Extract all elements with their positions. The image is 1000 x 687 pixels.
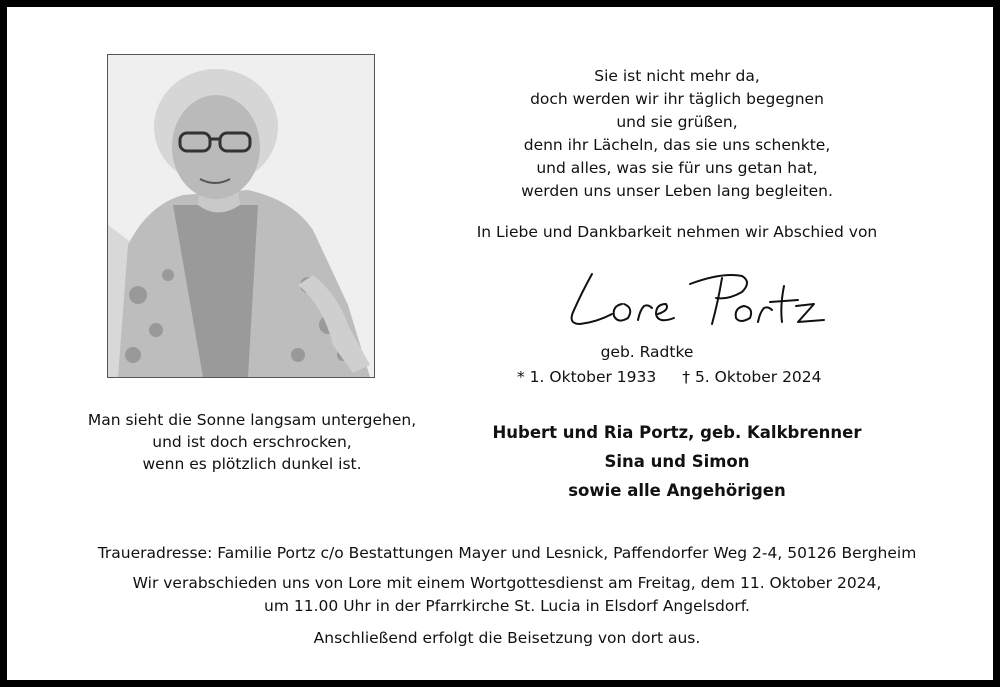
service-details — [47, 542, 967, 650]
death-date: † 5. Oktober 2024 — [682, 368, 822, 386]
family-line: Hubert und Ria Portz, geb. Kalkbrenner — [492, 423, 862, 442]
burial-note: Anschließend erfolgt die Beisetzung von dort aus. — [313, 629, 701, 647]
memorial-poem — [467, 65, 887, 203]
family-line: sowie alle Angehörigen — [568, 481, 786, 500]
poem-line: werden uns unser Leben lang begleiten. — [521, 182, 833, 200]
quote-line: und ist doch erschrocken, — [152, 433, 352, 451]
birth-date: * 1. Oktober 1933 — [517, 368, 657, 386]
sunset-quote — [67, 409, 437, 475]
quote-line: Man sieht die Sonne langsam untergehen, — [87, 411, 417, 429]
poem-line: Sie ist nicht mehr da, — [594, 67, 760, 85]
poem-line: und sie grüßen, — [616, 113, 738, 131]
farewell-intro: In Liebe und Dankbarkeit nehmen wir Abschied von — [476, 223, 878, 241]
poem-line: denn ihr Lächeln, das sie uns schenkte, — [523, 136, 831, 154]
mourning-family — [457, 418, 897, 505]
portrait-photo — [107, 54, 375, 378]
mourning-address: Traueradresse: Familie Portz c/o Bestattungen Mayer und Lesnick, Paffendorfer Weg 2-4, 50126 Bergheim — [97, 544, 917, 562]
life-dates — [517, 368, 837, 386]
service-line: um 11.00 Uhr in der Pfarrkirche St. Lucia in Elsdorf Angelsdorf. — [264, 597, 750, 615]
quote-line: wenn es plötzlich dunkel ist. — [142, 455, 362, 473]
poem-line: doch werden wir ihr täglich begegnen — [530, 90, 824, 108]
family-line: Sina und Simon — [604, 452, 750, 471]
poem-line: und alles, was sie für uns getan hat, — [536, 159, 818, 177]
handwritten-name-signature — [552, 262, 842, 337]
service-line: Wir verabschieden uns von Lore mit einem Wortgottesdienst am Freitag, dem 11. Oktober 2024, — [132, 574, 882, 592]
birth-name: geb. Radtke — [600, 343, 694, 361]
